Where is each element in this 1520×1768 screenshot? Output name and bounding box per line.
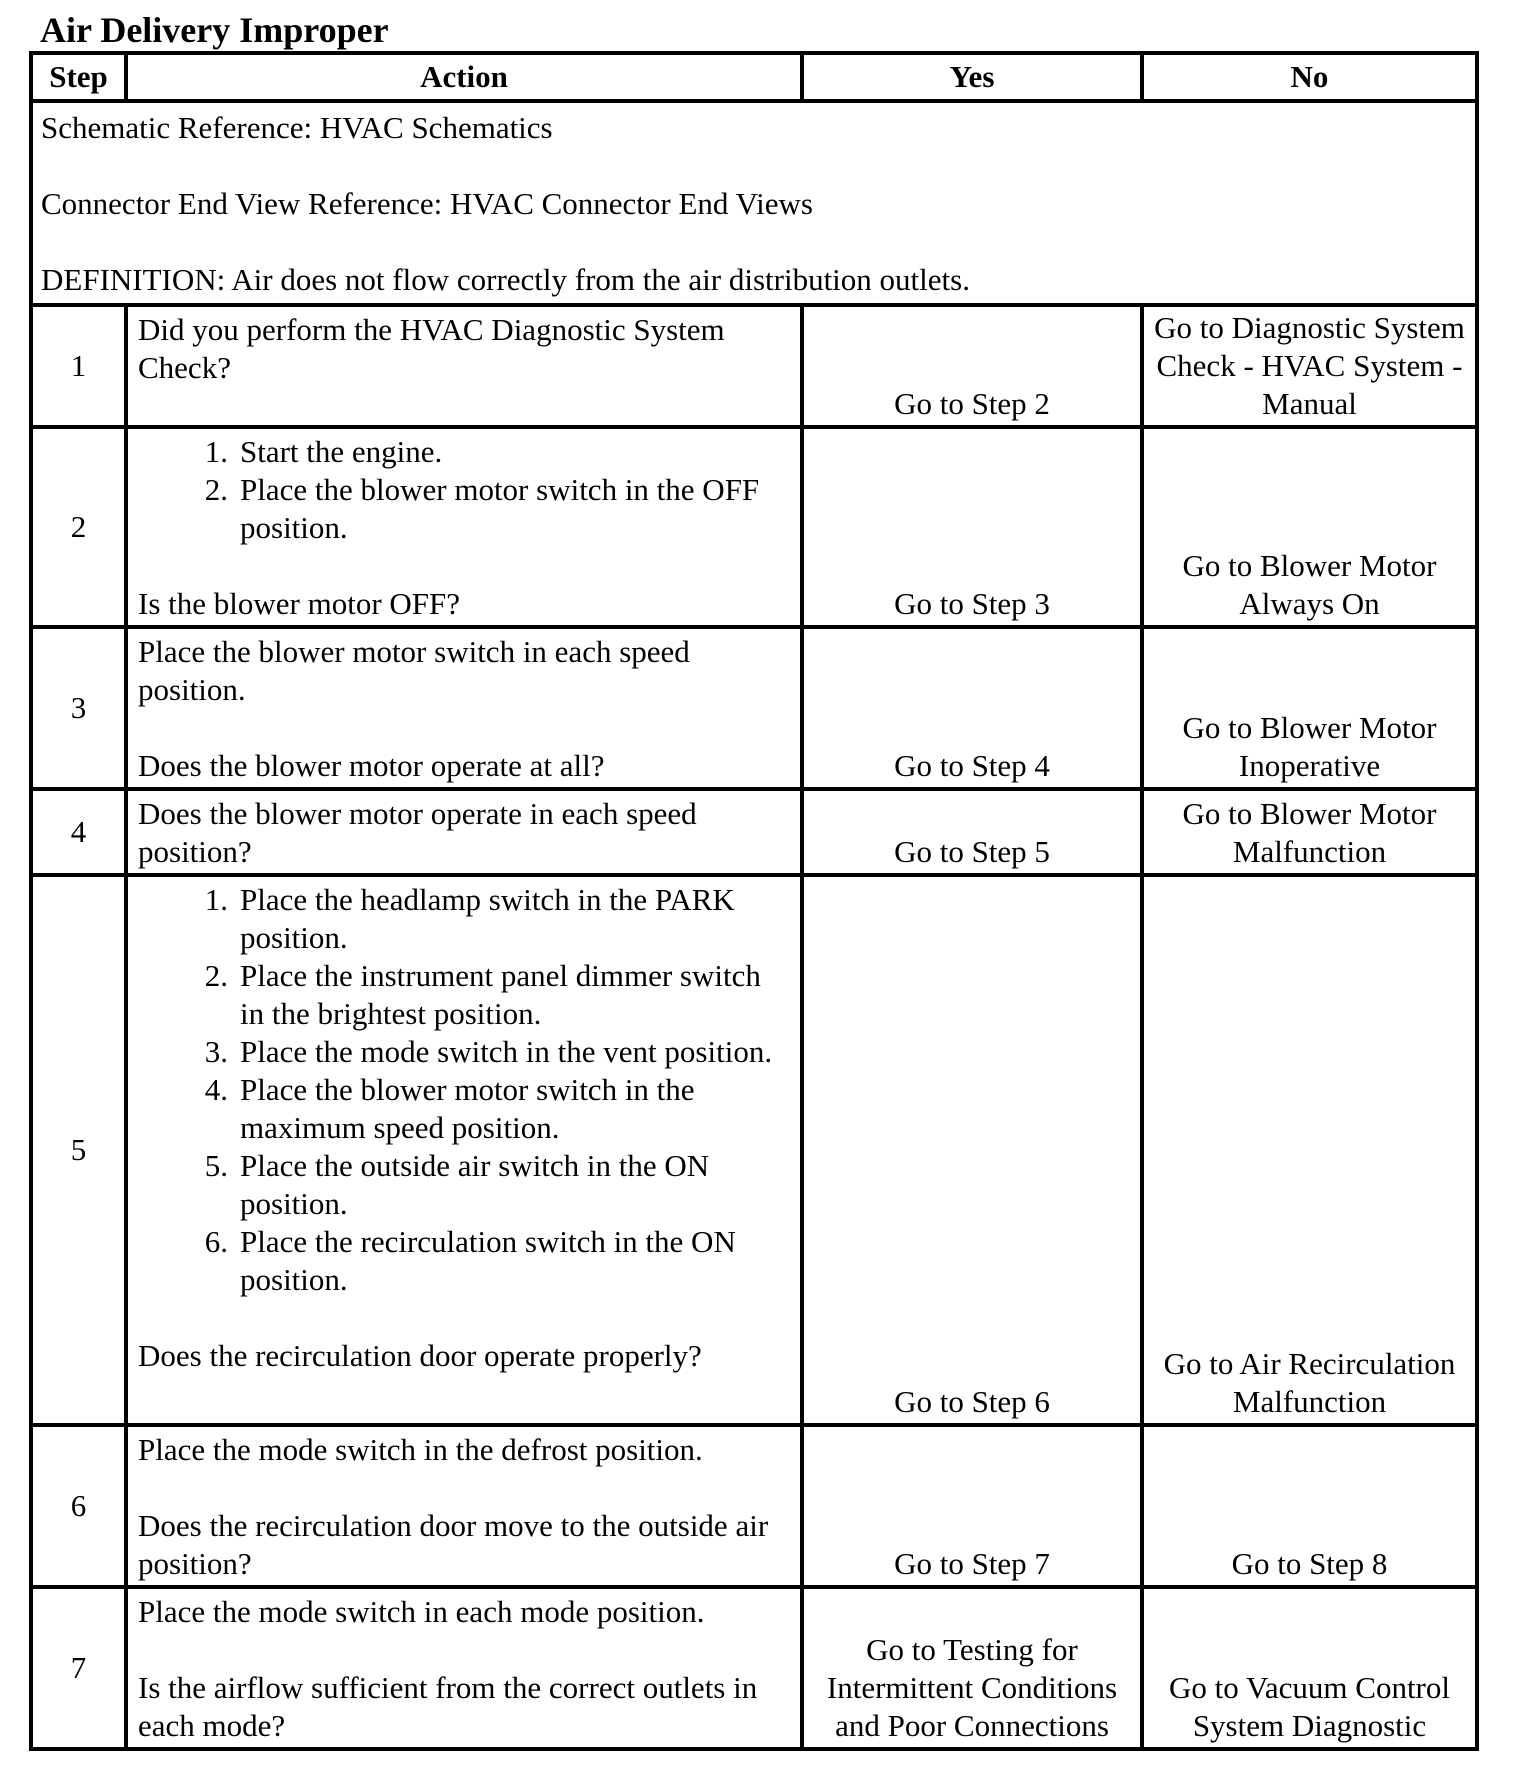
step-number: 1 xyxy=(31,305,126,427)
instruction-item: Place the recirculation switch in the ON position. xyxy=(240,1224,736,1297)
table-row xyxy=(31,427,1477,627)
diagnostic-table xyxy=(29,51,1479,1751)
no-cell: Go to Blower Motor Always On xyxy=(1142,427,1477,627)
no-cell: Go to Blower Motor Malfunction xyxy=(1142,789,1477,875)
step-number: 2 xyxy=(31,427,126,627)
table-row xyxy=(31,305,1477,427)
action-text: Place the mode switch in each mode position. xyxy=(138,1594,705,1629)
table-row xyxy=(31,789,1477,875)
step-number: 3 xyxy=(31,627,126,789)
definition-text: DEFINITION: Air does not flow correctly from the air distribution outlets. xyxy=(41,262,970,297)
action-text: Place the mode switch in the defrost position. xyxy=(138,1432,703,1467)
action-question: Does the recirculation door operate properly? xyxy=(138,1338,702,1373)
header-step: Step xyxy=(31,53,126,101)
page-title: Air Delivery Improper xyxy=(40,10,389,50)
instruction-list xyxy=(138,881,792,1299)
yes-cell: Go to Step 5 xyxy=(802,789,1142,875)
no-cell: Go to Diagnostic System Check - HVAC System - Manual xyxy=(1142,305,1477,427)
instruction-item: Place the mode switch in the vent position. xyxy=(240,1034,773,1069)
step-number: 4 xyxy=(31,789,126,875)
instruction-item: Place the outside air switch in the ON position. xyxy=(240,1148,710,1221)
action-question: Is the blower motor OFF? xyxy=(138,586,461,621)
table-row xyxy=(31,1587,1477,1749)
action-cell xyxy=(126,875,802,1425)
action-cell xyxy=(126,1425,802,1587)
instruction-list xyxy=(138,433,792,547)
yes-cell: Go to Step 4 xyxy=(802,627,1142,789)
yes-cell: Go to Step 3 xyxy=(802,427,1142,627)
action-cell xyxy=(126,427,802,627)
table-row xyxy=(31,1425,1477,1587)
yes-cell: Go to Step 2 xyxy=(802,305,1142,427)
action-cell xyxy=(126,627,802,789)
action-cell xyxy=(126,789,802,875)
action-text: Does the blower motor operate in each speed position? xyxy=(138,796,697,869)
action-cell xyxy=(126,1587,802,1749)
action-question: Is the airflow sufficient from the correct outlets in each mode? xyxy=(138,1670,758,1743)
connector-reference: Connector End View Reference: HVAC Connector End Views xyxy=(41,186,813,221)
table-row xyxy=(31,627,1477,789)
step-number: 5 xyxy=(31,875,126,1425)
instruction-item: Place the blower motor switch in the maximum speed position. xyxy=(240,1072,695,1145)
yes-cell: Go to Step 7 xyxy=(802,1425,1142,1587)
no-cell: Go to Air Recirculation Malfunction xyxy=(1142,875,1477,1425)
action-cell xyxy=(126,305,802,427)
yes-cell: Go to Testing for Intermittent Conditions and Poor Connections xyxy=(802,1587,1142,1749)
action-text: Did you perform the HVAC Diagnostic System Check? xyxy=(138,312,725,385)
reference-cell xyxy=(31,101,1477,305)
header-yes: Yes xyxy=(802,53,1142,101)
header-action: Action xyxy=(126,53,802,101)
instruction-item: Start the engine. xyxy=(240,434,443,469)
instruction-item: Place the headlamp switch in the PARK position. xyxy=(240,882,735,955)
action-question: Does the blower motor operate at all? xyxy=(138,748,605,783)
action-question: Does the recirculation door move to the outside air position? xyxy=(138,1508,769,1581)
step-number: 6 xyxy=(31,1425,126,1587)
step-number: 7 xyxy=(31,1587,126,1749)
instruction-item: Place the blower motor switch in the OFF position. xyxy=(240,472,760,545)
header-row xyxy=(31,53,1477,101)
yes-cell: Go to Step 6 xyxy=(802,875,1142,1425)
reference-row xyxy=(31,101,1477,305)
header-no: No xyxy=(1142,53,1477,101)
no-cell: Go to Blower Motor Inoperative xyxy=(1142,627,1477,789)
no-cell: Go to Step 8 xyxy=(1142,1425,1477,1587)
instruction-item: Place the instrument panel dimmer switch in the brightest position. xyxy=(240,958,761,1031)
no-cell: Go to Vacuum Control System Diagnostic xyxy=(1142,1587,1477,1749)
schematic-reference: Schematic Reference: HVAC Schematics xyxy=(41,110,553,145)
action-text: Place the blower motor switch in each speed position. xyxy=(138,634,690,707)
table-row xyxy=(31,875,1477,1425)
